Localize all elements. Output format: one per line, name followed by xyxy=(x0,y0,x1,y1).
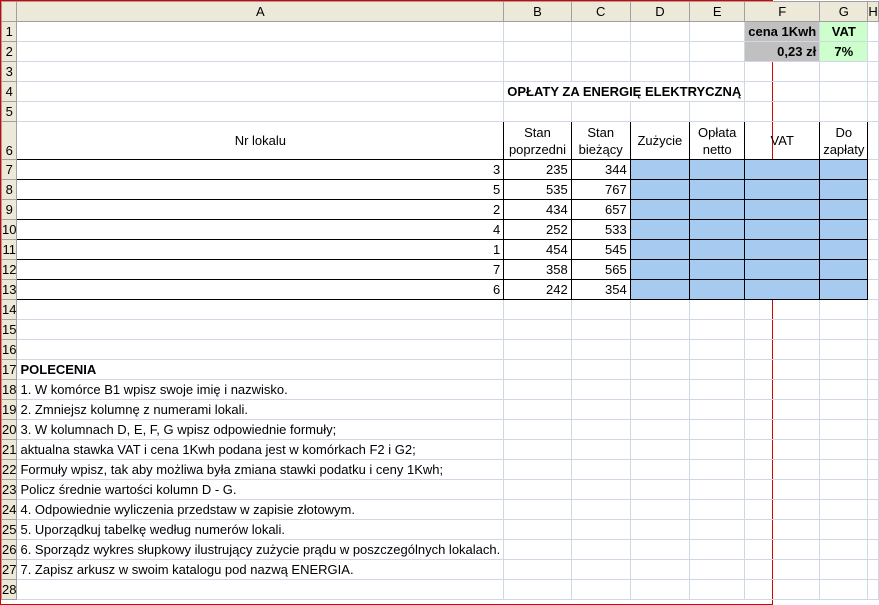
column-header-e[interactable]: E xyxy=(690,2,745,22)
cell[interactable] xyxy=(571,520,630,540)
cell[interactable] xyxy=(690,560,745,580)
header-oplata-netto[interactable] xyxy=(690,122,745,160)
header-zuzycie[interactable]: Zużycie xyxy=(630,122,689,160)
cell[interactable] xyxy=(630,380,689,400)
cell[interactable] xyxy=(868,122,878,160)
instruction-line[interactable]: 5. Uporządkuj tabelkę według numerów lokali. xyxy=(17,520,504,540)
table-row-vat[interactable] xyxy=(745,260,820,280)
cell-f2-price-value[interactable]: 0,23 zł xyxy=(745,42,820,62)
cell[interactable] xyxy=(504,380,572,400)
cell[interactable] xyxy=(868,62,878,82)
table-row-curr[interactable]: 545 xyxy=(571,240,630,260)
table-row-vat[interactable] xyxy=(745,220,820,240)
row-header-12[interactable]: 12 xyxy=(2,260,17,280)
cell[interactable] xyxy=(820,440,868,460)
cell[interactable] xyxy=(571,420,630,440)
column-header-a[interactable]: A xyxy=(17,2,504,22)
column-header-g[interactable]: G xyxy=(820,2,868,22)
table-row-curr[interactable]: 344 xyxy=(571,160,630,180)
cell[interactable] xyxy=(745,82,820,102)
instructions-heading[interactable]: POLECENIA xyxy=(17,360,504,380)
cell[interactable] xyxy=(820,560,868,580)
cell[interactable] xyxy=(868,82,878,102)
cell[interactable] xyxy=(820,580,868,600)
cell[interactable] xyxy=(571,62,630,82)
cell-e2[interactable] xyxy=(690,42,745,62)
cell[interactable] xyxy=(745,360,820,380)
cell[interactable] xyxy=(745,320,820,340)
table-row-net[interactable] xyxy=(690,220,745,240)
cell[interactable] xyxy=(504,480,572,500)
cell[interactable] xyxy=(504,320,572,340)
header-text: bieżący xyxy=(578,141,623,157)
cell[interactable] xyxy=(571,400,630,420)
instruction-line[interactable]: Formuły wpisz, tak aby możliwa była zmiana stawki podatku i ceny 1Kwh; xyxy=(17,460,504,480)
instruction-line[interactable]: 6. Sporządz wykres słupkowy ilustrujący zużycie prądu w poszczególnych lokalach. xyxy=(17,540,504,560)
column-header-d[interactable]: D xyxy=(630,2,689,22)
row-header-8[interactable]: 8 xyxy=(2,180,17,200)
cell[interactable] xyxy=(504,340,572,360)
row-header-1[interactable]: 1 xyxy=(2,22,17,42)
cell[interactable] xyxy=(630,102,689,122)
cell[interactable] xyxy=(868,360,878,380)
table-row-prev[interactable]: 252 xyxy=(504,220,572,240)
cell[interactable] xyxy=(868,260,878,280)
header-text: netto xyxy=(702,141,732,157)
cell[interactable] xyxy=(630,580,689,600)
cell[interactable] xyxy=(630,360,689,380)
row-header-24[interactable]: 24 xyxy=(2,500,17,520)
table-row-vat[interactable] xyxy=(745,180,820,200)
cell[interactable] xyxy=(868,480,878,500)
cell[interactable] xyxy=(820,102,868,122)
cell[interactable] xyxy=(745,420,820,440)
cell-d1[interactable] xyxy=(630,22,689,42)
cell[interactable] xyxy=(868,340,878,360)
cell[interactable] xyxy=(820,460,868,480)
header-nr-lokalu[interactable]: Nr lokalu xyxy=(17,122,504,160)
cell[interactable] xyxy=(630,420,689,440)
cell[interactable] xyxy=(868,500,878,520)
cell[interactable] xyxy=(630,460,689,480)
cell[interactable] xyxy=(745,340,820,360)
cell[interactable] xyxy=(17,320,504,340)
cell[interactable] xyxy=(571,360,630,380)
table-row-usage[interactable] xyxy=(630,180,689,200)
row-header-4[interactable]: 4 xyxy=(2,82,17,102)
cell-f1-price-label[interactable]: cena 1Kwh xyxy=(745,22,820,42)
sheet-title[interactable]: OPŁATY ZA ENERGIĘ ELEKTRYCZNĄ xyxy=(504,82,745,102)
column-header-c[interactable]: C xyxy=(571,2,630,22)
cell[interactable] xyxy=(690,540,745,560)
cell-h1[interactable] xyxy=(868,22,878,42)
row-header-18[interactable]: 18 xyxy=(2,380,17,400)
row-header-13[interactable]: 13 xyxy=(2,280,17,300)
table-row-total[interactable] xyxy=(820,220,868,240)
cell[interactable] xyxy=(571,480,630,500)
table-row-net[interactable] xyxy=(690,260,745,280)
row-header-3[interactable]: 3 xyxy=(2,62,17,82)
row-header-6[interactable]: 6 xyxy=(2,122,17,160)
cell[interactable] xyxy=(504,500,572,520)
table-row-usage[interactable] xyxy=(630,200,689,220)
cell-c1[interactable] xyxy=(571,22,630,42)
cell[interactable] xyxy=(504,540,572,560)
select-all-corner[interactable] xyxy=(2,2,17,22)
cell[interactable] xyxy=(630,340,689,360)
table-row-prev[interactable]: 535 xyxy=(504,180,572,200)
cell-b1[interactable] xyxy=(504,22,572,42)
cell[interactable] xyxy=(571,300,630,320)
cell[interactable] xyxy=(690,480,745,500)
cell[interactable] xyxy=(571,440,630,460)
cell[interactable] xyxy=(868,300,878,320)
cell[interactable] xyxy=(571,320,630,340)
cell[interactable] xyxy=(745,480,820,500)
table-row-net[interactable] xyxy=(690,160,745,180)
table-row-usage[interactable] xyxy=(630,160,689,180)
cell[interactable] xyxy=(630,440,689,460)
spreadsheet-grid xyxy=(1,1,879,600)
table-row-nr[interactable]: 7 xyxy=(17,260,504,280)
table-row-net[interactable] xyxy=(690,200,745,220)
table-row-prev[interactable]: 454 xyxy=(504,240,572,260)
cell[interactable] xyxy=(868,220,878,240)
table-row-total[interactable] xyxy=(820,160,868,180)
header-stan-biezacy[interactable] xyxy=(571,122,630,160)
row-header-5[interactable]: 5 xyxy=(2,102,17,122)
cell-c2[interactable] xyxy=(571,42,630,62)
cell[interactable] xyxy=(630,300,689,320)
cell[interactable] xyxy=(690,340,745,360)
cell[interactable] xyxy=(690,460,745,480)
column-header-h[interactable]: H xyxy=(868,2,878,22)
cell[interactable] xyxy=(571,340,630,360)
cell[interactable] xyxy=(571,460,630,480)
row-header-11[interactable]: 11 xyxy=(2,240,17,260)
cell[interactable] xyxy=(868,102,878,122)
cell[interactable] xyxy=(868,560,878,580)
row-header-28[interactable]: 28 xyxy=(2,580,17,600)
table-row-vat[interactable] xyxy=(745,200,820,220)
row-header-19[interactable]: 19 xyxy=(2,400,17,420)
cell-h2[interactable] xyxy=(868,42,878,62)
cell[interactable] xyxy=(630,520,689,540)
table-row-curr[interactable]: 533 xyxy=(571,220,630,240)
row-header-23[interactable]: 23 xyxy=(2,480,17,500)
header-text: Opłata xyxy=(698,124,737,140)
cell[interactable] xyxy=(745,400,820,420)
cell[interactable] xyxy=(630,540,689,560)
cell[interactable] xyxy=(630,320,689,340)
cell[interactable] xyxy=(690,380,745,400)
table-row-total[interactable] xyxy=(820,240,868,260)
cell[interactable] xyxy=(571,500,630,520)
cell[interactable] xyxy=(745,540,820,560)
row-header-21[interactable]: 21 xyxy=(2,440,17,460)
column-header-f[interactable]: F xyxy=(745,2,820,22)
cell-d2[interactable] xyxy=(630,42,689,62)
cell[interactable] xyxy=(868,540,878,560)
instruction-line[interactable]: aktualna stawka VAT i cena 1Kwh podana jest w komórkach F2 i G2; xyxy=(17,440,504,460)
cell[interactable] xyxy=(868,280,878,300)
cell[interactable] xyxy=(17,300,504,320)
cell[interactable] xyxy=(504,520,572,540)
cell[interactable] xyxy=(868,400,878,420)
row-header-25[interactable]: 25 xyxy=(2,520,17,540)
table-row-vat[interactable] xyxy=(745,160,820,180)
row-header-10[interactable]: 10 xyxy=(2,220,17,240)
instruction-line[interactable]: 2. Zmniejsz kolumnę z numerami lokali. xyxy=(17,400,504,420)
cell[interactable] xyxy=(820,82,868,102)
row-header-16[interactable]: 16 xyxy=(2,340,17,360)
cell[interactable] xyxy=(868,180,878,200)
table-row-usage[interactable] xyxy=(630,260,689,280)
cell-g2-vat-value[interactable]: 7% xyxy=(820,42,868,62)
table-row-prev[interactable]: 242 xyxy=(504,280,572,300)
cell[interactable] xyxy=(868,380,878,400)
row-header-20[interactable]: 20 xyxy=(2,420,17,440)
cell[interactable] xyxy=(17,82,504,102)
table-row-curr[interactable]: 565 xyxy=(571,260,630,280)
cell[interactable] xyxy=(17,102,504,122)
cell[interactable] xyxy=(745,440,820,460)
table-row-nr[interactable]: 1 xyxy=(17,240,504,260)
cell[interactable] xyxy=(690,400,745,420)
cell[interactable] xyxy=(868,240,878,260)
cell[interactable] xyxy=(504,102,572,122)
header-text: Stan xyxy=(587,124,615,140)
cell[interactable] xyxy=(868,160,878,180)
table-row-total[interactable] xyxy=(820,260,868,280)
cell[interactable] xyxy=(690,300,745,320)
cell[interactable] xyxy=(820,300,868,320)
cell[interactable] xyxy=(745,102,820,122)
instruction-line[interactable]: 3. W kolumnach D, E, F, G wpisz odpowiednie formuły; xyxy=(17,420,504,440)
row-header-2[interactable]: 2 xyxy=(2,42,17,62)
cell[interactable] xyxy=(630,400,689,420)
header-text: poprzedni xyxy=(508,141,567,157)
cell-g1-vat-label[interactable]: VAT xyxy=(820,22,868,42)
cell[interactable] xyxy=(690,520,745,540)
instruction-line[interactable]: 4. Odpowiednie wyliczenia przedstaw w zapisie złotowym. xyxy=(17,500,504,520)
cell[interactable] xyxy=(820,360,868,380)
cell[interactable] xyxy=(690,420,745,440)
cell[interactable] xyxy=(17,62,504,82)
header-stan-poprzedni[interactable] xyxy=(504,122,572,160)
row-header-17[interactable]: 17 xyxy=(2,360,17,380)
cell[interactable] xyxy=(820,500,868,520)
cell[interactable] xyxy=(745,520,820,540)
cell[interactable] xyxy=(820,320,868,340)
table-row-nr[interactable]: 5 xyxy=(17,180,504,200)
cell[interactable] xyxy=(690,360,745,380)
instruction-line[interactable]: 7. Zapisz arkusz w swoim katalogu pod nazwą ENERGIA. xyxy=(17,560,504,580)
table-row-nr[interactable]: 4 xyxy=(17,220,504,240)
cell[interactable] xyxy=(745,62,820,82)
cell[interactable] xyxy=(820,340,868,360)
cell[interactable] xyxy=(745,460,820,480)
cell-e1[interactable] xyxy=(690,22,745,42)
cell[interactable] xyxy=(745,380,820,400)
instruction-line[interactable]: Policz średnie wartości kolumn D - G. xyxy=(17,480,504,500)
cell[interactable] xyxy=(745,300,820,320)
cell[interactable] xyxy=(504,560,572,580)
table-row-curr[interactable]: 354 xyxy=(571,280,630,300)
cell[interactable] xyxy=(17,340,504,360)
table-row-prev[interactable]: 358 xyxy=(504,260,572,280)
table-row-vat[interactable] xyxy=(745,280,820,300)
table-row-nr[interactable]: 3 xyxy=(17,160,504,180)
cell[interactable] xyxy=(630,62,689,82)
cell[interactable] xyxy=(690,500,745,520)
cell[interactable] xyxy=(820,520,868,540)
table-row-total[interactable] xyxy=(820,180,868,200)
cell[interactable] xyxy=(820,420,868,440)
cell[interactable] xyxy=(868,320,878,340)
table-row-nr[interactable]: 2 xyxy=(17,200,504,220)
cell[interactable] xyxy=(868,520,878,540)
table-row-net[interactable] xyxy=(690,280,745,300)
header-text: Stan xyxy=(524,124,551,140)
cell[interactable] xyxy=(571,540,630,560)
table-row-net[interactable] xyxy=(690,240,745,260)
cell[interactable] xyxy=(820,480,868,500)
header-do-zaplaty[interactable]: Do zapłaty xyxy=(820,122,868,160)
table-row-nr[interactable]: 6 xyxy=(17,280,504,300)
cell[interactable] xyxy=(504,580,572,600)
table-row-net[interactable] xyxy=(690,180,745,200)
cell[interactable] xyxy=(820,540,868,560)
cell[interactable] xyxy=(504,300,572,320)
cell[interactable] xyxy=(571,580,630,600)
cell[interactable] xyxy=(630,560,689,580)
table-row-usage[interactable] xyxy=(630,220,689,240)
cell[interactable] xyxy=(690,102,745,122)
cell[interactable] xyxy=(571,102,630,122)
cell[interactable] xyxy=(690,580,745,600)
cell[interactable] xyxy=(868,580,878,600)
cell-a2[interactable] xyxy=(17,42,504,62)
instruction-line[interactable]: 1. W komórce B1 wpisz swoje imię i nazwisko. xyxy=(17,380,504,400)
header-vat[interactable]: VAT xyxy=(745,122,820,160)
cell[interactable] xyxy=(504,62,572,82)
row-header-15[interactable]: 15 xyxy=(2,320,17,340)
row-header-22[interactable]: 22 xyxy=(2,460,17,480)
cell[interactable] xyxy=(868,420,878,440)
cell[interactable] xyxy=(571,380,630,400)
row-header-26[interactable]: 26 xyxy=(2,540,17,560)
table-row-curr[interactable]: 657 xyxy=(571,200,630,220)
cell[interactable] xyxy=(504,420,572,440)
cell[interactable] xyxy=(745,500,820,520)
table-row-usage[interactable] xyxy=(630,240,689,260)
table-row-vat[interactable] xyxy=(745,240,820,260)
cell[interactable] xyxy=(868,460,878,480)
cell[interactable] xyxy=(504,400,572,420)
cell[interactable] xyxy=(630,480,689,500)
cell-a1[interactable] xyxy=(17,22,504,42)
cell-b2[interactable] xyxy=(504,42,572,62)
cell[interactable] xyxy=(504,460,572,480)
cell[interactable] xyxy=(820,400,868,420)
column-header-b[interactable]: B xyxy=(504,2,572,22)
cell[interactable] xyxy=(820,380,868,400)
table-row-total[interactable] xyxy=(820,200,868,220)
cell[interactable] xyxy=(745,560,820,580)
table-row-total[interactable] xyxy=(820,280,868,300)
cell[interactable] xyxy=(690,320,745,340)
cell[interactable] xyxy=(690,440,745,460)
row-header-9[interactable]: 9 xyxy=(2,200,17,220)
cell[interactable] xyxy=(868,200,878,220)
row-header-7[interactable]: 7 xyxy=(2,160,17,180)
table-row-prev[interactable]: 434 xyxy=(504,200,572,220)
cell[interactable] xyxy=(868,440,878,460)
row-header-14[interactable]: 14 xyxy=(2,300,17,320)
table-row-prev[interactable]: 235 xyxy=(504,160,572,180)
cell[interactable] xyxy=(690,62,745,82)
cell[interactable] xyxy=(504,360,572,380)
row-header-27[interactable]: 27 xyxy=(2,560,17,580)
cell[interactable] xyxy=(504,440,572,460)
table-row-curr[interactable]: 767 xyxy=(571,180,630,200)
cell[interactable] xyxy=(571,560,630,580)
cell[interactable] xyxy=(630,500,689,520)
cell[interactable] xyxy=(17,580,504,600)
cell[interactable] xyxy=(820,62,868,82)
table-row-usage[interactable] xyxy=(630,280,689,300)
cell[interactable] xyxy=(745,580,820,600)
